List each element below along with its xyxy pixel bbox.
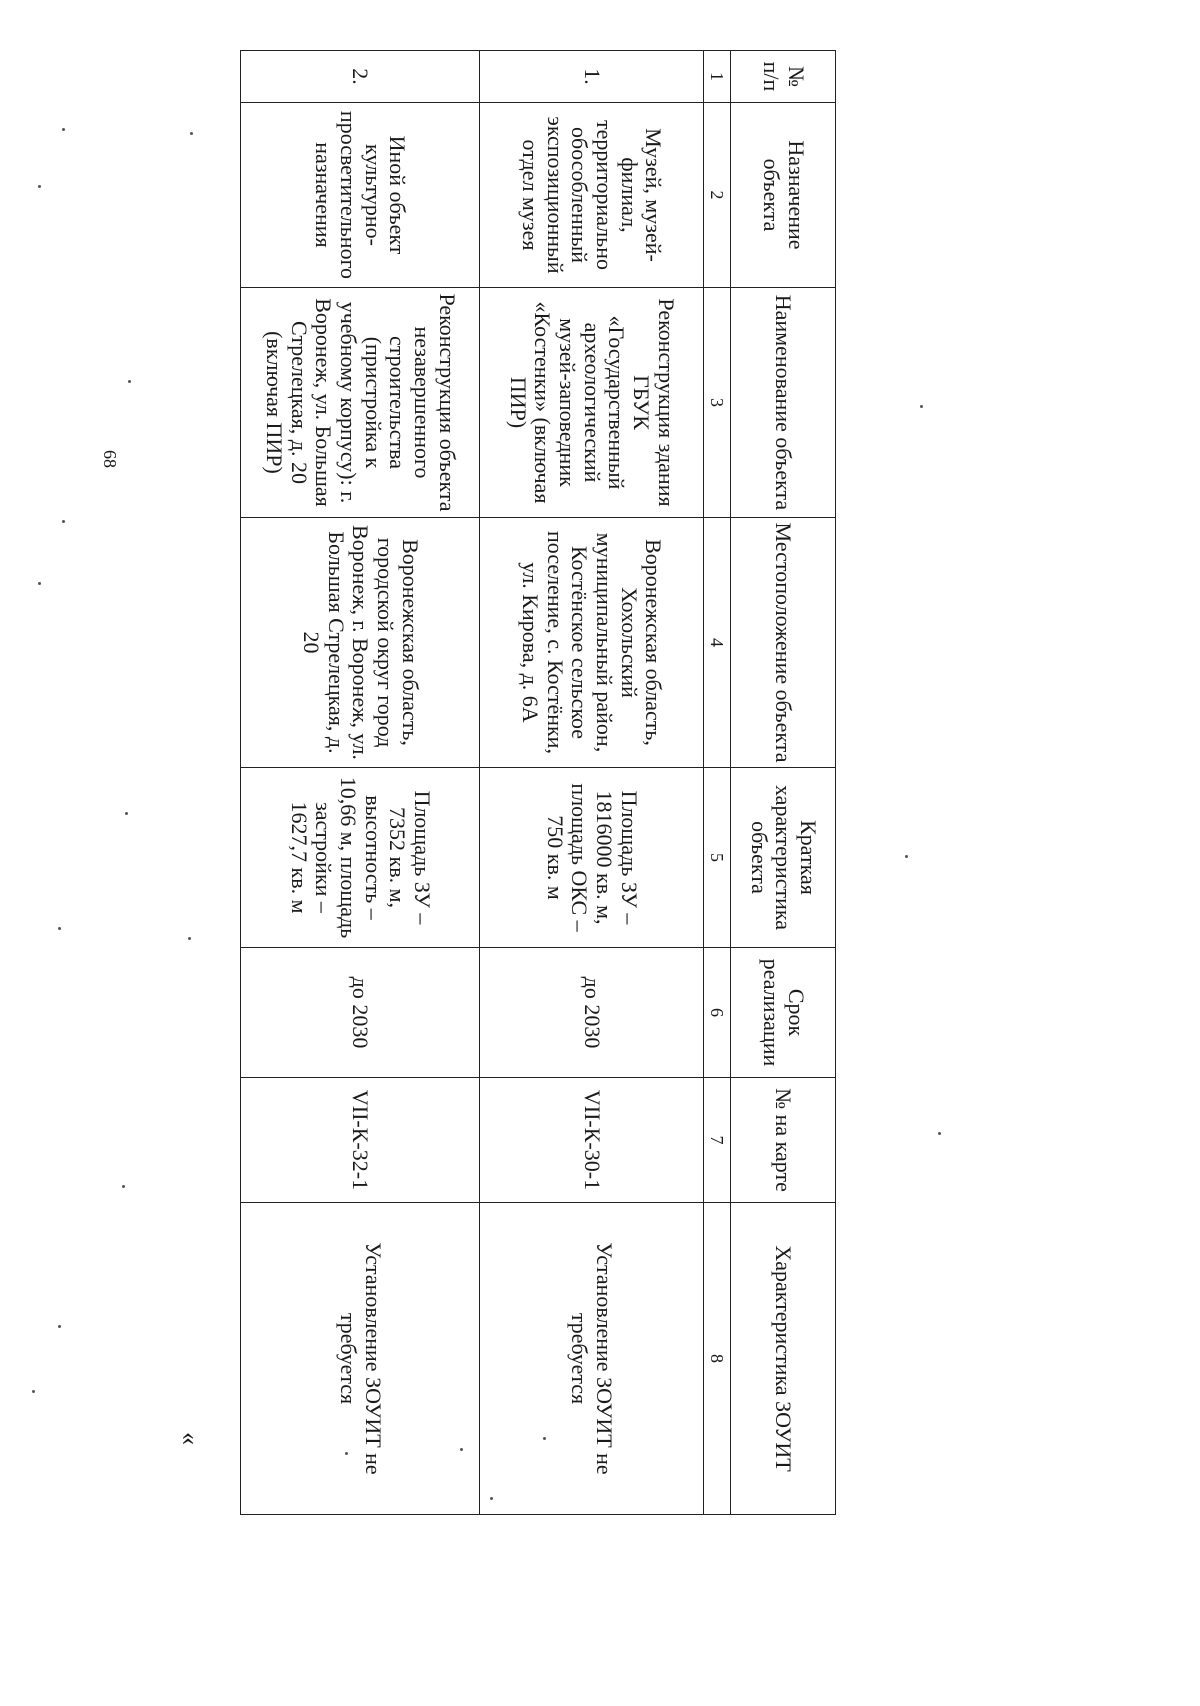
page-number: 68: [100, 450, 120, 468]
characteristic-cell: Площадь ЗУ – 1816000 кв. м, площадь ОКС – 750 кв. м: [480, 768, 704, 948]
scan-speck: [58, 927, 61, 930]
column-number-cell: 5: [703, 768, 730, 948]
location-cell: Воронежская область, Хохольский муниципальный район, Костёнское сельское поселение, с. Костёнки, ул. Кирова, д. 6А: [480, 518, 704, 768]
scan-speck: [128, 380, 131, 383]
column-number-cell: 7: [703, 1078, 730, 1203]
column-number-cell: 3: [703, 288, 730, 518]
header-cell: Назначение объекта: [731, 103, 836, 288]
column-number-cell: 2: [703, 103, 730, 288]
column-number-row: [703, 51, 730, 1515]
purpose-cell: Иной объект культурно-просветительного назначения: [241, 103, 480, 288]
header-cell: № на карте: [731, 1078, 836, 1203]
scan-speck: [62, 128, 65, 131]
map-number-cell: VII-К-32-1: [241, 1078, 480, 1203]
scan-speck: [122, 1185, 125, 1188]
location-cell: Воронежская область, городской округ город Воронеж, г. Воронеж, ул. Большая Стрелецкая, д. 20: [241, 518, 480, 768]
scan-speck: [58, 1325, 61, 1328]
purpose-cell: Музей, музей-филиал, территориально обособленный экспозиционный отдел музея: [480, 103, 704, 288]
header-cell: Наименование объекта: [731, 288, 836, 518]
row-number-cell: 2.: [241, 51, 480, 103]
column-number-cell: 8: [703, 1203, 730, 1515]
term-cell: до 2030: [480, 948, 704, 1078]
name-cell: Реконструкция здания ГБУК «Государственный археологический музей-заповедник «Костенки» (включая ПИР): [480, 288, 704, 518]
scan-speck: [920, 405, 923, 408]
scan-speck: [125, 812, 128, 815]
scan-speck: [188, 937, 191, 940]
scan-speck: [190, 132, 193, 135]
header-cell: Срок реализации: [731, 948, 836, 1078]
header-cell: № п/п: [731, 51, 836, 103]
column-number-cell: 4: [703, 518, 730, 768]
table-row: [241, 51, 480, 1515]
header-cell: Характеристика ЗОУИТ: [731, 1203, 836, 1515]
row-number-cell: 1.: [480, 51, 704, 103]
scan-speck: [938, 1132, 941, 1135]
opening-quote-mark: «: [176, 1432, 205, 1445]
scan-speck: [32, 1390, 35, 1393]
map-number-cell: VII-К-30-1: [480, 1078, 704, 1203]
header-cell: Местоположение объекта: [731, 518, 836, 768]
term-cell: до 2030: [241, 948, 480, 1078]
scan-speck: [38, 582, 41, 585]
objects-table-rotated: [240, 50, 836, 1514]
objects-table: [240, 50, 836, 1515]
scan-speck: [38, 185, 41, 188]
column-number-cell: 6: [703, 948, 730, 1078]
zouit-cell: Установление ЗОУИТ не требуется: [480, 1203, 704, 1515]
name-cell: Реконструкция объекта незавершенного строительства (пристройка к учебному корпусу): г. Воронеж, ул. Большая Стрелецкая, д. 20 (включая ПИР): [241, 288, 480, 518]
zouit-cell: Установление ЗОУИТ не требуется: [241, 1203, 480, 1515]
header-row: [731, 51, 836, 1515]
characteristic-cell: Площадь ЗУ – 7352 кв. м, высотность – 10,66 м, площадь застройки – 1627,7 кв. м: [241, 768, 480, 948]
column-number-cell: 1: [703, 51, 730, 103]
table-row: [480, 51, 704, 1515]
scan-speck: [62, 520, 65, 523]
scan-speck: [905, 855, 908, 858]
header-cell: Краткая характеристика объекта: [731, 768, 836, 948]
